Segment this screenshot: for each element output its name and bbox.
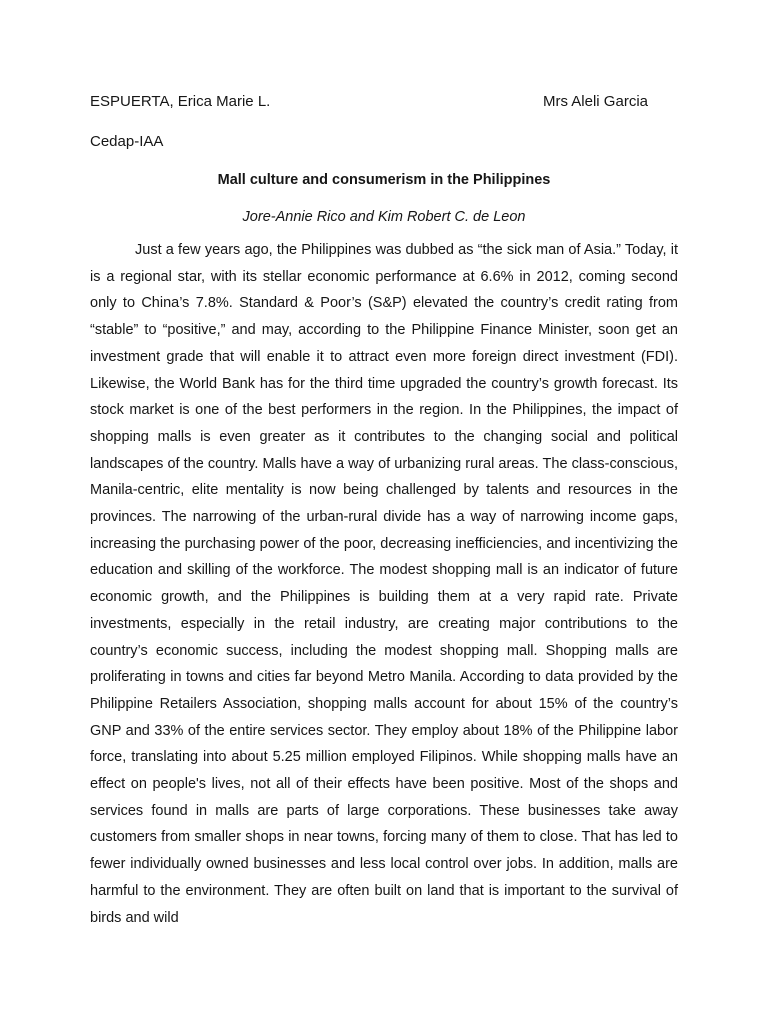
instructor-name: Mrs Aleli Garcia [542,93,648,110]
document-title: Mall culture and consumerism in the Philippines [217,172,551,188]
body-text [90,237,678,931]
header-row [90,92,678,112]
document-authors: Jore-Annie Rico and Kim Robert C. de Leon [242,209,526,225]
body-paragraph: Just a few years ago, the Philippines was dubbed as “the sick man of Asia.” Today, it is a regional star, with its stellar economic performance at 6.6% in 2012, coming second only to China’s 7.8%. Standard & Poor’s (S&P) elevated the country’s credit rating from “stable” to “positive,” and may, according to the Philippine Finance Minister, soon get an investment grade that will enable it to attract even more foreign direct investment (FDI). Likewise, the World Bank has for the third time upgraded the country’s growth forecast. Its stock market is one of the best performers in the region. In the Philippines, the impact of shopping malls is even greater as it contributes to the changing social and political landscapes of the country. Malls have a way of urbanizing rural areas. The class-conscious, Manila-centric, elite mentality is now being challenged by talents and resources in the provinces. The narrowing of the urban-rural divide has a way of narrowing income gaps, increasing the purchasing power of the poor, decreasing inefficiencies, and incentivizing the education and skilling of the workforce. The modest shopping mall is an indicator of future economic growth, and the Philippines is building them at a very rapid rate. Private investments, especially in the retail industry, are creating major contributions to the country’s economic success, including the modest shopping mall. Shopping malls are proliferating in towns and cities far beyond Metro Manila. According to data provided by the Philippine Retailers Association, shopping malls account for about 15% of the country’s GNP and 33% of the entire services sector. They employ about 18% of the Philippine labor force, translating into about 5.25 million employed Filipinos. While shopping malls have an effect on people's lives, not all of their effects have been positive. Most of the shops and services found in malls are parts of large corporations. These businesses take away customers from smaller shops in near towns, forcing many of them to close. That has led to fewer individually owned businesses and less local control over jobs. In addition, malls are harmful to the environment. They are often built on land that is important to the survival of birds and wild [90,242,678,926]
student-name: ESPUERTA, Erica Marie L. [90,93,271,110]
affiliation: Cedap-IAA [90,133,164,150]
